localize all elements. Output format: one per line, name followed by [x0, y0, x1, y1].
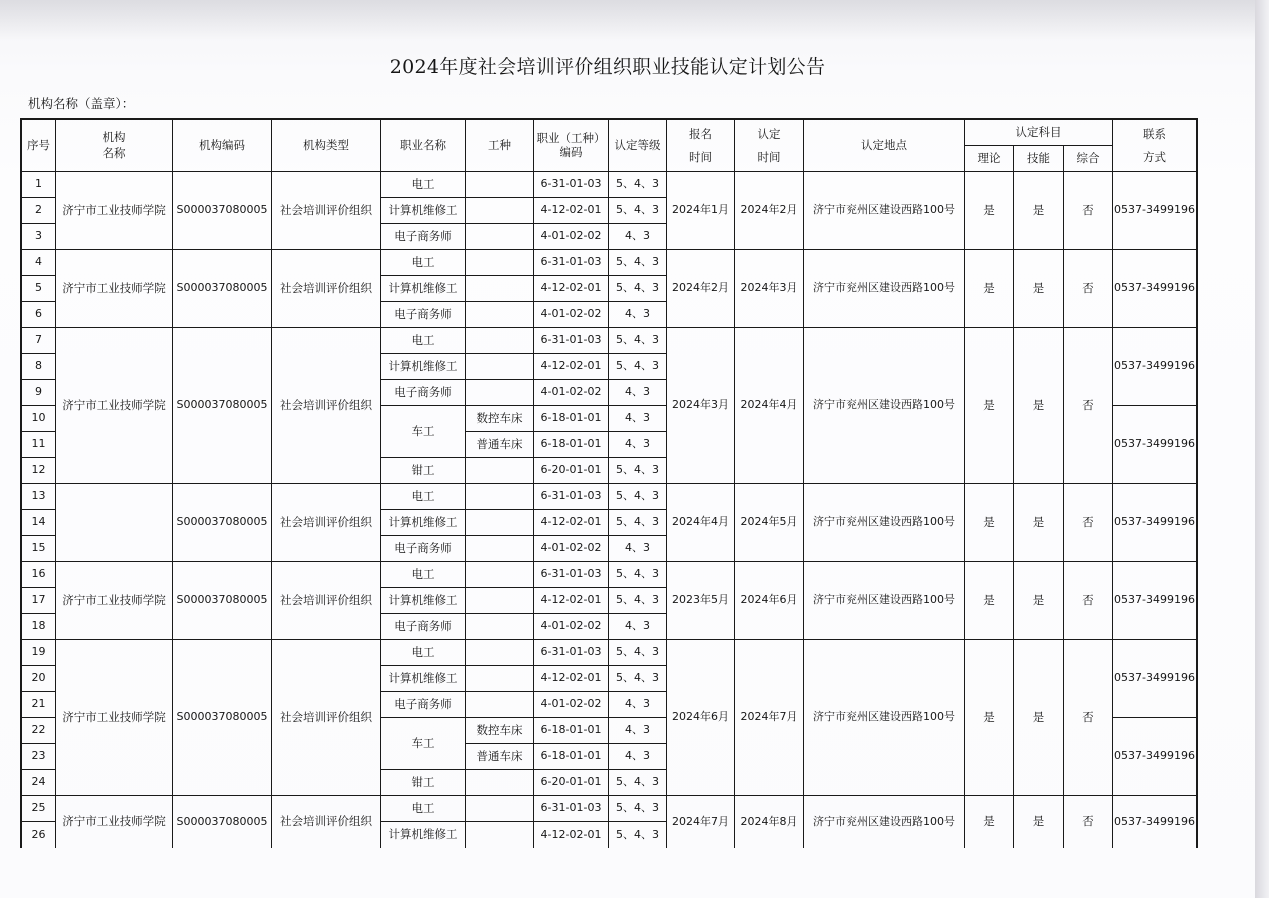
seq-cell: 24: [22, 770, 56, 796]
work-type-cell: [466, 796, 534, 822]
skill-cell: 是: [1014, 328, 1064, 484]
level-cell: 5、4、3: [609, 510, 667, 536]
cert-time-cell: 2024年6月: [735, 562, 804, 640]
skill-cell: 是: [1014, 562, 1064, 640]
job-name-cell: 电子商务师: [381, 224, 466, 250]
org-type-cell: 社会培训评价组织: [272, 562, 381, 640]
header-theory: 理论: [965, 146, 1014, 172]
seq-cell: 3: [22, 224, 56, 250]
seq-cell: 8: [22, 354, 56, 380]
seq-cell: 9: [22, 380, 56, 406]
seq-cell: 17: [22, 588, 56, 614]
work-type-cell: 数控车床: [466, 718, 534, 744]
level-cell: 5、4、3: [609, 354, 667, 380]
job-code-cell: 4-12-02-01: [534, 198, 609, 224]
location-cell: 济宁市兖州区建设西路100号: [804, 640, 965, 796]
contact-cell: 0537-3499196: [1113, 250, 1198, 328]
job-code-cell: 4-01-02-02: [534, 302, 609, 328]
org-code-cell: S000037080005: [173, 640, 272, 796]
job-name-cell: 电子商务师: [381, 380, 466, 406]
work-type-cell: [466, 536, 534, 562]
seq-cell: 25: [22, 796, 56, 822]
skill-cell: 是: [1014, 484, 1064, 562]
job-name-cell: 电工: [381, 172, 466, 198]
work-type-cell: [466, 692, 534, 718]
seq-cell: 7: [22, 328, 56, 354]
location-cell: 济宁市兖州区建设西路100号: [804, 250, 965, 328]
job-code-cell: 6-18-01-01: [534, 432, 609, 458]
header-cert-time-line2: 时间: [757, 149, 781, 164]
work-type-cell: [466, 510, 534, 536]
level-cell: 4、3: [609, 432, 667, 458]
work-type-cell: [466, 172, 534, 198]
job-name-cell: 电工: [381, 796, 466, 822]
seq-cell: 1: [22, 172, 56, 198]
job-code-cell: 6-31-01-03: [534, 250, 609, 276]
job-name-cell: 电工: [381, 640, 466, 666]
theory-cell: 是: [965, 640, 1014, 796]
level-cell: 4、3: [609, 692, 667, 718]
work-type-cell: [466, 380, 534, 406]
level-cell: 4、3: [609, 718, 667, 744]
job-code-cell: 6-31-01-03: [534, 796, 609, 822]
level-cell: 4、3: [609, 302, 667, 328]
org-type-cell: 社会培训评价组织: [272, 328, 381, 484]
contact-cell: 0537-3499196: [1113, 562, 1198, 640]
work-type-cell: [466, 302, 534, 328]
seq-cell: 2: [22, 198, 56, 224]
reg-time-cell: 2024年7月: [667, 796, 735, 848]
seq-cell: 10: [22, 406, 56, 432]
level-cell: 4、3: [609, 614, 667, 640]
org-code-cell: S000037080005: [173, 562, 272, 640]
job-code-cell: 4-01-02-02: [534, 380, 609, 406]
work-type-cell: [466, 822, 534, 848]
work-type-cell: [466, 224, 534, 250]
theory-cell: 是: [965, 250, 1014, 328]
level-cell: 5、4、3: [609, 770, 667, 796]
org-code-cell: S000037080005: [173, 484, 272, 562]
theory-cell: 是: [965, 562, 1014, 640]
contact-cell: 0537-3499196: [1113, 796, 1198, 848]
header-cert-time: [735, 120, 804, 172]
work-type-cell: [466, 588, 534, 614]
skill-cell: 是: [1014, 172, 1064, 250]
header-job-name: 职业名称: [381, 120, 466, 172]
header-org-name-line2: 名称: [102, 145, 126, 160]
org-name-cell: [56, 484, 173, 562]
header-reg-time-line1: 报名: [689, 126, 712, 141]
header-contact-line2: 方式: [1143, 149, 1166, 164]
header-job-code-line2: 编码: [559, 144, 583, 159]
work-type-cell: [466, 640, 534, 666]
job-name-cell: 车工: [381, 406, 466, 458]
location-cell: 济宁市兖州区建设西路100号: [804, 172, 965, 250]
cert-time-cell: 2024年8月: [735, 796, 804, 848]
level-cell: 5、4、3: [609, 562, 667, 588]
header-combined: 综合: [1064, 146, 1113, 172]
reg-time-cell: 2024年4月: [667, 484, 735, 562]
org-name-cell: 济宁市工业技师学院: [56, 796, 173, 848]
org-name-cell: 济宁市工业技师学院: [56, 250, 173, 328]
combined-cell: 否: [1064, 484, 1113, 562]
page-title: 2024年度社会培训评价组织职业技能认定计划公告: [389, 56, 826, 78]
org-type-cell: 社会培训评价组织: [272, 172, 381, 250]
cert-time-cell: 2024年4月: [735, 328, 804, 484]
job-name-cell: 车工: [381, 718, 466, 770]
seq-cell: 14: [22, 510, 56, 536]
contact-cell: 0537-3499196: [1113, 406, 1198, 484]
work-type-cell: [466, 562, 534, 588]
work-type-cell: [466, 770, 534, 796]
level-cell: 5、4、3: [609, 172, 667, 198]
job-code-cell: 4-01-02-02: [534, 536, 609, 562]
level-cell: 5、4、3: [609, 276, 667, 302]
seq-cell: 4: [22, 250, 56, 276]
job-code-cell: 6-20-01-01: [534, 770, 609, 796]
job-name-cell: 电工: [381, 328, 466, 354]
location-cell: 济宁市兖州区建设西路100号: [804, 796, 965, 848]
seq-cell: 6: [22, 302, 56, 328]
header-org-name: [56, 120, 173, 172]
job-name-cell: 钳工: [381, 458, 466, 484]
seq-cell: 23: [22, 744, 56, 770]
level-cell: 5、4、3: [609, 666, 667, 692]
header-org-code: 机构编码: [173, 120, 272, 172]
level-cell: 4、3: [609, 380, 667, 406]
job-code-cell: 4-12-02-01: [534, 588, 609, 614]
seq-cell: 16: [22, 562, 56, 588]
combined-cell: 否: [1064, 172, 1113, 250]
job-code-cell: 6-20-01-01: [534, 458, 609, 484]
work-type-cell: [466, 458, 534, 484]
job-name-cell: 计算机维修工: [381, 276, 466, 302]
level-cell: 5、4、3: [609, 458, 667, 484]
job-code-cell: 4-12-02-01: [534, 354, 609, 380]
job-name-cell: 计算机维修工: [381, 588, 466, 614]
seq-cell: 15: [22, 536, 56, 562]
header-level: 认定等级: [609, 120, 667, 172]
page-edge: [1255, 0, 1269, 898]
header-org-name-line1: 机构: [102, 129, 126, 144]
job-code-cell: 6-31-01-03: [534, 562, 609, 588]
job-code-cell: 4-01-02-02: [534, 692, 609, 718]
skill-cell: 是: [1014, 796, 1064, 848]
org-name-cell: 济宁市工业技师学院: [56, 562, 173, 640]
header-cert-time-line1: 认定: [757, 126, 781, 141]
job-code-cell: 6-31-01-03: [534, 640, 609, 666]
org-type-cell: 社会培训评价组织: [272, 796, 381, 848]
combined-cell: 否: [1064, 328, 1113, 484]
cert-time-cell: 2024年5月: [735, 484, 804, 562]
header-reg-time-line2: 时间: [689, 149, 712, 164]
level-cell: 4、3: [609, 744, 667, 770]
theory-cell: 是: [965, 484, 1014, 562]
job-name-cell: 电子商务师: [381, 302, 466, 328]
job-code-cell: 4-12-02-01: [534, 276, 609, 302]
seq-cell: 12: [22, 458, 56, 484]
location-cell: 济宁市兖州区建设西路100号: [804, 484, 965, 562]
level-cell: 4、3: [609, 536, 667, 562]
job-code-cell: 4-12-02-01: [534, 822, 609, 848]
work-type-cell: 数控车床: [466, 406, 534, 432]
work-type-cell: 普通车床: [466, 432, 534, 458]
reg-time-cell: 2024年3月: [667, 328, 735, 484]
header-skill: 技能: [1014, 146, 1064, 172]
org-name-cell: 济宁市工业技师学院: [56, 172, 173, 250]
header-job-code-line1: 职业（工种）: [536, 131, 606, 146]
work-type-cell: [466, 250, 534, 276]
reg-time-cell: 2024年6月: [667, 640, 735, 796]
cert-time-cell: 2024年2月: [735, 172, 804, 250]
job-name-cell: 钳工: [381, 770, 466, 796]
job-code-cell: 4-12-02-01: [534, 666, 609, 692]
seq-cell: 18: [22, 614, 56, 640]
work-type-cell: [466, 354, 534, 380]
level-cell: 5、4、3: [609, 484, 667, 510]
job-code-cell: 6-31-01-03: [534, 484, 609, 510]
level-cell: 4、3: [609, 224, 667, 250]
seq-cell: 21: [22, 692, 56, 718]
skill-cell: 是: [1014, 640, 1064, 796]
scan-shadow: [0, 0, 1255, 40]
location-cell: 济宁市兖州区建设西路100号: [804, 562, 965, 640]
org-type-cell: 社会培训评价组织: [272, 640, 381, 796]
work-type-cell: [466, 614, 534, 640]
job-name-cell: 计算机维修工: [381, 666, 466, 692]
org-stamp-label: 机构名称（盖章）：: [28, 96, 135, 111]
work-type-cell: [466, 484, 534, 510]
level-cell: 5、4、3: [609, 822, 667, 848]
org-name-cell: 济宁市工业技师学院: [56, 640, 173, 796]
combined-cell: 否: [1064, 562, 1113, 640]
combined-cell: 否: [1064, 796, 1113, 848]
level-cell: 5、4、3: [609, 640, 667, 666]
level-cell: 5、4、3: [609, 328, 667, 354]
level-cell: 5、4、3: [609, 198, 667, 224]
theory-cell: 是: [965, 328, 1014, 484]
job-code-cell: 6-18-01-01: [534, 718, 609, 744]
header-seq: 序号: [22, 120, 56, 172]
certification-plan-table: [20, 118, 1198, 848]
seq-cell: 13: [22, 484, 56, 510]
org-code-cell: S000037080005: [173, 172, 272, 250]
org-code-cell: S000037080005: [173, 250, 272, 328]
job-name-cell: 计算机维修工: [381, 510, 466, 536]
level-cell: 4、3: [609, 406, 667, 432]
header-job-code: [534, 120, 609, 172]
header-contact-line1: 联系: [1143, 126, 1166, 141]
contact-cell: 0537-3499196: [1113, 640, 1198, 718]
seq-cell: 5: [22, 276, 56, 302]
job-code-cell: 4-01-02-02: [534, 224, 609, 250]
work-type-cell: [466, 666, 534, 692]
contact-cell: 0537-3499196: [1113, 484, 1198, 562]
level-cell: 5、4、3: [609, 796, 667, 822]
cert-time-cell: 2024年3月: [735, 250, 804, 328]
cert-time-cell: 2024年7月: [735, 640, 804, 796]
job-name-cell: 计算机维修工: [381, 354, 466, 380]
header-reg-time: [667, 120, 735, 172]
org-name-cell: 济宁市工业技师学院: [56, 328, 173, 484]
job-code-cell: 6-31-01-03: [534, 172, 609, 198]
org-type-cell: 社会培训评价组织: [272, 250, 381, 328]
org-code-cell: S000037080005: [173, 328, 272, 484]
level-cell: 5、4、3: [609, 250, 667, 276]
work-type-cell: [466, 328, 534, 354]
location-cell: 济宁市兖州区建设西路100号: [804, 328, 965, 484]
job-code-cell: 6-31-01-03: [534, 328, 609, 354]
reg-time-cell: 2024年2月: [667, 250, 735, 328]
work-type-cell: 普通车床: [466, 744, 534, 770]
job-name-cell: 电子商务师: [381, 536, 466, 562]
level-cell: 5、4、3: [609, 588, 667, 614]
org-code-cell: S000037080005: [173, 796, 272, 848]
header-subjects: 认定科目: [965, 120, 1113, 146]
contact-cell: 0537-3499196: [1113, 172, 1198, 250]
job-name-cell: 电子商务师: [381, 614, 466, 640]
work-type-cell: [466, 276, 534, 302]
header-org-type: 机构类型: [272, 120, 381, 172]
seq-cell: 26: [22, 822, 56, 848]
reg-time-cell: 2023年5月: [667, 562, 735, 640]
header-location: 认定地点: [804, 120, 965, 172]
theory-cell: 是: [965, 172, 1014, 250]
job-name-cell: 计算机维修工: [381, 822, 466, 848]
combined-cell: 否: [1064, 640, 1113, 796]
job-code-cell: 4-01-02-02: [534, 614, 609, 640]
job-name-cell: 电工: [381, 562, 466, 588]
contact-cell: 0537-3499196: [1113, 328, 1198, 406]
contact-cell: 0537-3499196: [1113, 718, 1198, 796]
job-code-cell: 6-18-01-01: [534, 406, 609, 432]
job-code-cell: 6-18-01-01: [534, 744, 609, 770]
seq-cell: 20: [22, 666, 56, 692]
skill-cell: 是: [1014, 250, 1064, 328]
header-contact: [1113, 120, 1198, 172]
job-name-cell: 电工: [381, 250, 466, 276]
seq-cell: 19: [22, 640, 56, 666]
org-type-cell: 社会培训评价组织: [272, 484, 381, 562]
work-type-cell: [466, 198, 534, 224]
job-name-cell: 计算机维修工: [381, 198, 466, 224]
job-name-cell: 电工: [381, 484, 466, 510]
reg-time-cell: 2024年1月: [667, 172, 735, 250]
job-code-cell: 4-12-02-01: [534, 510, 609, 536]
theory-cell: 是: [965, 796, 1014, 848]
header-work-type: 工种: [466, 120, 534, 172]
seq-cell: 11: [22, 432, 56, 458]
combined-cell: 否: [1064, 250, 1113, 328]
seq-cell: 22: [22, 718, 56, 744]
job-name-cell: 电子商务师: [381, 692, 466, 718]
